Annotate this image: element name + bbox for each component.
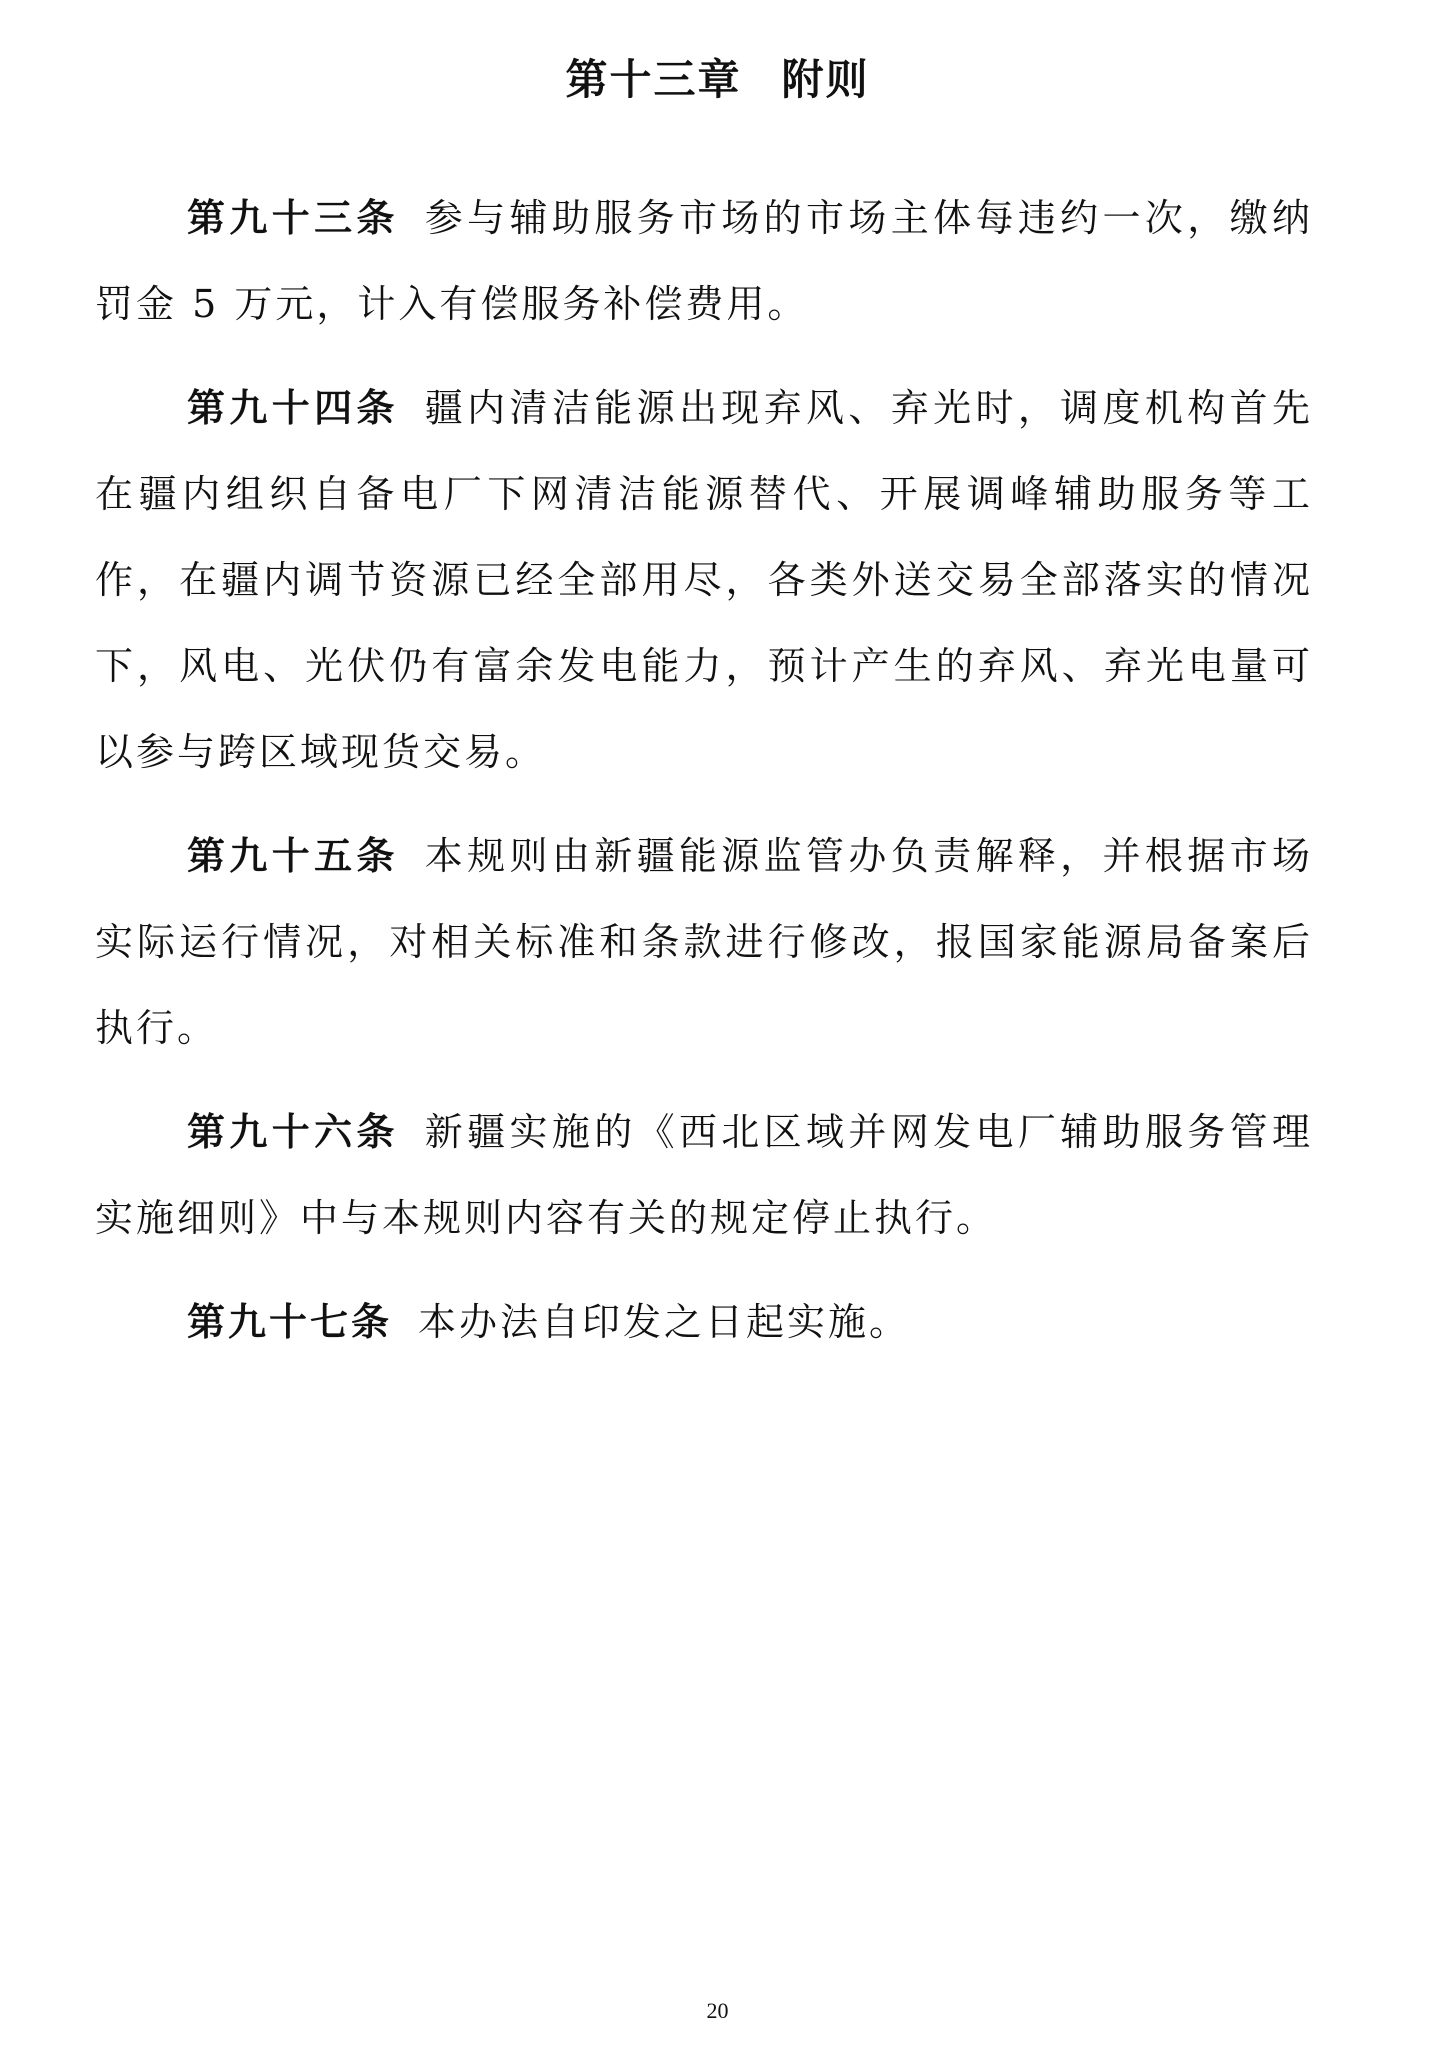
chapter-body: [95, 175, 1313, 1383]
article-text: 本规则由新疆能源监管办负责解释，并根据市场实际运行情况，对相关标准和条款进行修改，报国家能源局备案后执行。: [95, 834, 1313, 1050]
article-label: 第九十七条: [187, 1300, 393, 1344]
article-text: 新疆实施的《西北区域并网发电厂辅助服务管理实施细则》中与本规则内容有关的规定停止执行。: [95, 1110, 1313, 1240]
article-label: 第九十三条: [187, 196, 399, 240]
article-94: [95, 365, 1313, 795]
chapter-number: 第十三章: [565, 55, 742, 104]
chapter-name: 附则: [781, 55, 870, 104]
article-text: 本办法自印发之日起实施。: [418, 1300, 911, 1344]
article-96: [95, 1089, 1313, 1261]
article-93: [95, 175, 1313, 347]
article-label: 第九十四条: [187, 386, 399, 430]
article-label: 第九十六条: [187, 1110, 399, 1154]
page-number: 20: [706, 1998, 729, 2023]
article-label: 第九十五条: [187, 834, 399, 878]
article-text: 疆内清洁能源出现弃风、弃光时，调度机构首先在疆内组织自备电厂下网清洁能源替代、开展调峰辅助服务等工作，在疆内调节资源已经全部用尽，各类外送交易全部落实的情况下，风电、光伏仍有富余发电能力，预计产生的弃风、弃光电量可以参与跨区域现货交易。: [95, 386, 1313, 774]
article-text: 参与辅助服务市场的市场主体每违约一次，缴纳罚金 5 万元，计入有偿服务补偿费用。: [95, 196, 1313, 326]
article-95: [95, 813, 1313, 1071]
chapter-title: [0, 52, 1435, 108]
article-97: [95, 1279, 1313, 1365]
